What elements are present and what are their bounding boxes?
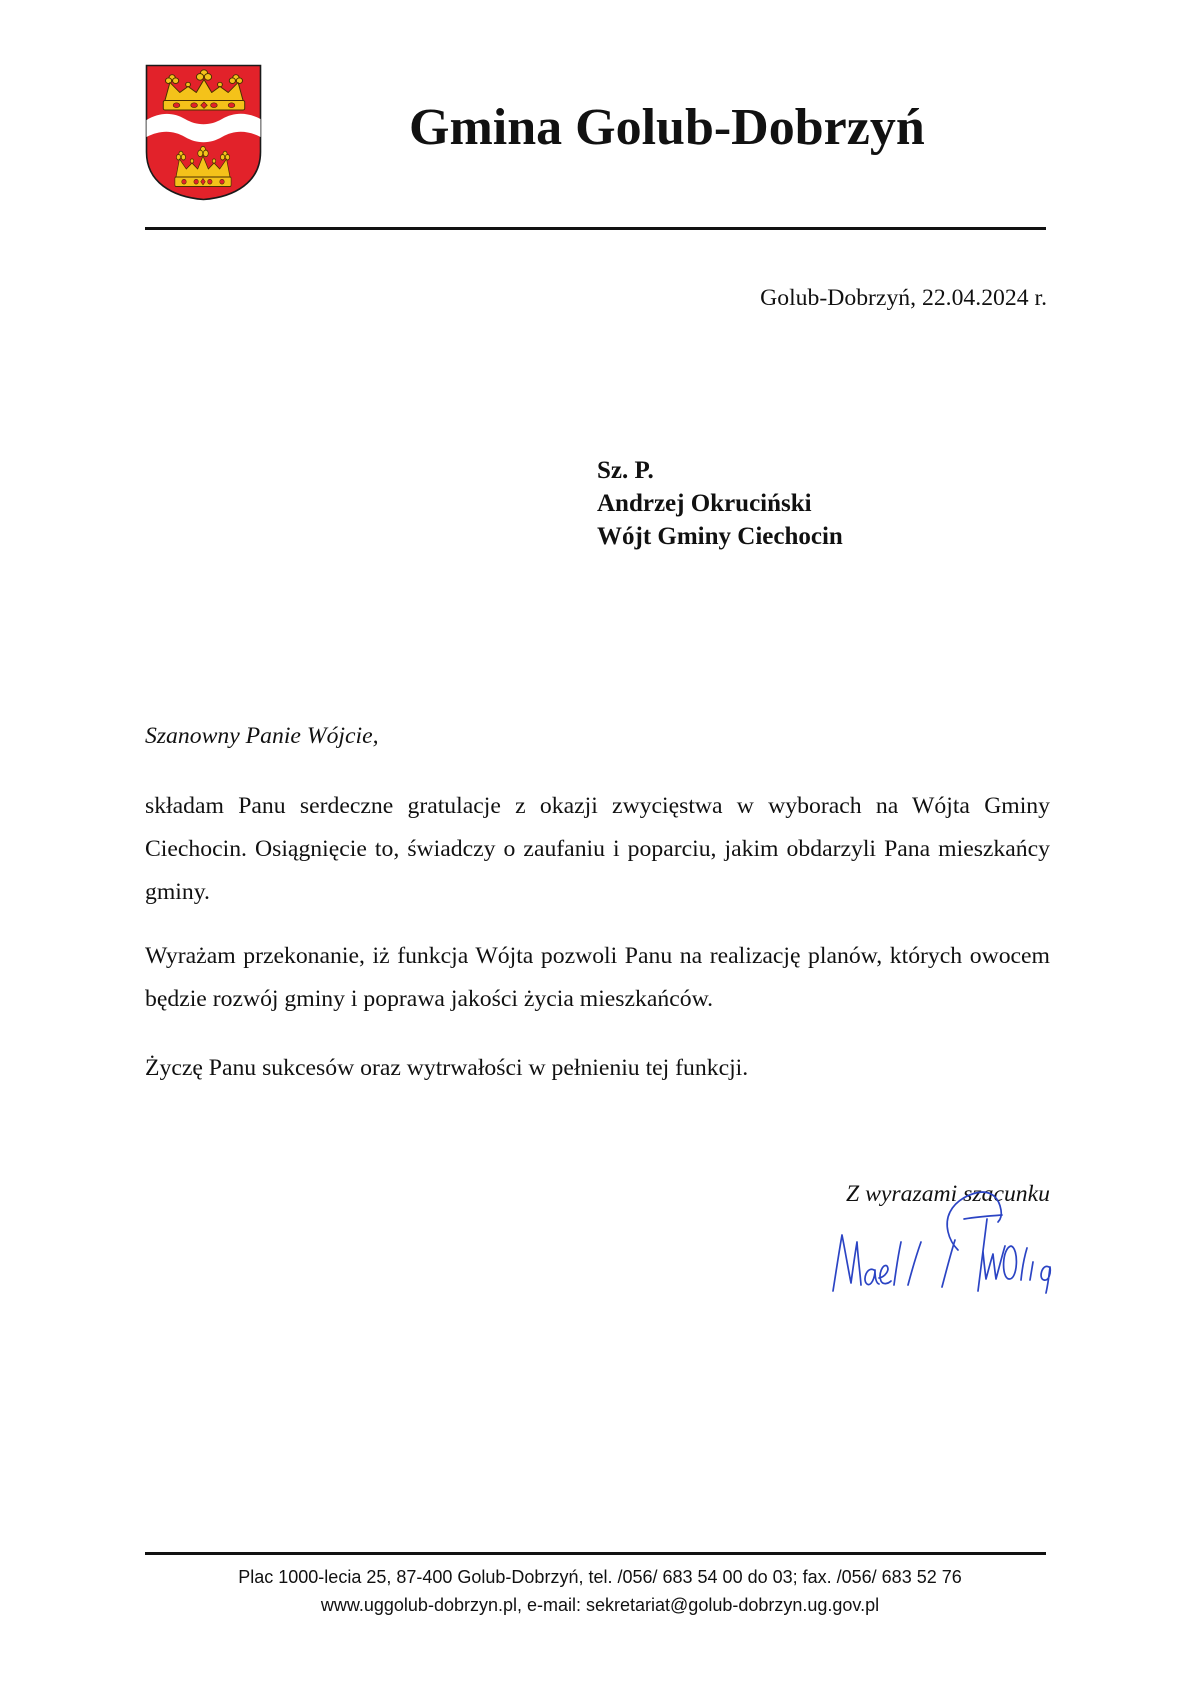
signature-stroke [865, 1269, 879, 1284]
paragraph-line: składam Panu serdeczne gratulacje z okazji zwycięstwa w wyborach na Wójta Gminy [145, 793, 1050, 819]
paragraph-line: będzie rozwój gminy i poprawa jakości życia mieszkańców. [145, 985, 714, 1012]
paragraph-line: Życzę Panu sukcesów oraz wytrwałości w pełnieniu tej funkcji. [145, 1055, 749, 1081]
paragraph-line: gminy. [145, 878, 210, 905]
date-line: Golub-Dobrzyń, 22.04.2024 r. [760, 285, 1047, 311]
closing-phrase: Z wyrazami szacunku [846, 1181, 1050, 1207]
signature-stroke [879, 1265, 891, 1283]
signature-stroke [1021, 1248, 1027, 1280]
recipient-honorific: Sz. P. [597, 457, 654, 484]
paragraph-wishes [145, 1047, 1050, 1090]
signature-ink [833, 1192, 1050, 1293]
signature-stroke [964, 1215, 1002, 1219]
paragraph-line: Ciechocin. Osiągnięcie to, świadczy o zaufaniu i poparciu, jakim obdarzyli Pana mieszkańcy [145, 835, 1050, 862]
coat-of-arms [145, 64, 262, 201]
recipient-name: Andrzej Okruciński [597, 490, 812, 517]
paragraph-conviction [145, 935, 1050, 1021]
salutation: Szanowny Panie Wójcie, [145, 723, 379, 749]
signature-stroke [983, 1246, 1005, 1279]
signature-stroke [1041, 1266, 1050, 1293]
footer-address: Plac 1000-lecia 25, 87-400 Golub-Dobrzyń, tel. /056/ 683 54 00 do 03; fax. /056/ 683 52 76 [238, 1567, 962, 1587]
signature-stroke [894, 1242, 901, 1285]
paragraph-line: Wyrażam przekonanie, iż funkcja Wójta pozwoli Panu na realizację planów, których owocem [145, 943, 1050, 969]
footer [0, 1563, 1200, 1619]
footer-contact: www.uggolub-dobrzyn.pl, e-mail: sekretariat@golub-dobrzyn.ug.gov.pl [320, 1595, 880, 1615]
paragraph-congratulations [145, 785, 1050, 913]
footer-divider [145, 1552, 1046, 1555]
handwritten-signature [820, 1180, 1070, 1305]
recipient-title: Wójt Gminy Ciechocin [597, 523, 843, 550]
signature-stroke [908, 1242, 921, 1285]
signature-stroke [1004, 1246, 1017, 1279]
recipient-block [597, 454, 843, 553]
signature-stroke [942, 1240, 955, 1287]
signature-stroke [1030, 1262, 1033, 1280]
municipality-title: Gmina Golub-Dobrzyń [409, 99, 925, 156]
header-divider [145, 227, 1046, 230]
signature-stroke [833, 1235, 861, 1291]
